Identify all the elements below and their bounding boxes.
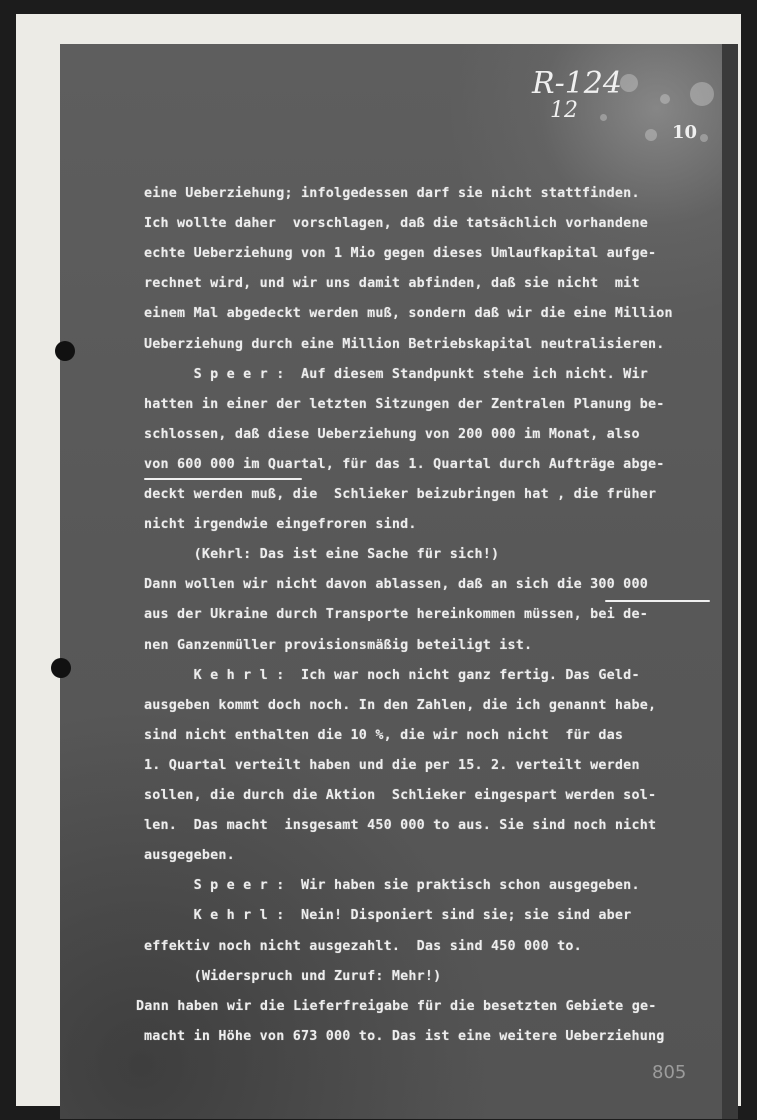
text-line: von 600 000 im Quartal, für das 1. Quartal durch Aufträge abge- (144, 456, 665, 472)
text-line: rechnet wird, und wir uns damit abfinden, daß sie nicht mit (144, 276, 640, 292)
page-number: 10 (672, 122, 698, 143)
document-page (16, 14, 741, 1106)
text-line: ausgeben kommt doch noch. In den Zahlen, die ich genannt habe, (144, 697, 657, 713)
page-edge-shadow (722, 44, 738, 1119)
damage-spot (660, 94, 670, 104)
handwritten-underline (605, 600, 710, 602)
damage-spot (620, 74, 638, 92)
text-line: len. Das macht insgesamt 450 000 to aus. Sie sind noch nicht (144, 818, 657, 834)
text-line: 1. Quartal verteilt haben und die per 15. 2. verteilt werden (144, 757, 640, 773)
text-line: Dann haben wir die Lieferfreigabe für die besetzten Gebiete ge- (136, 998, 657, 1014)
text-line: schlossen, daß diese Ueberziehung von 200 000 im Monat, also (144, 426, 640, 442)
text-line: hatten in einer der letzten Sitzungen der Zentralen Planung be- (144, 396, 665, 412)
text-line: S p e e r : Auf diesem Standpunkt stehe ich nicht. Wir (144, 366, 648, 382)
text-line: Ich wollte daher vorschlagen, daß die tatsächlich vorhandene (144, 216, 648, 232)
punch-hole (55, 341, 75, 361)
text-line: K e h r l : Ich war noch nicht ganz fertig. Das Geld- (144, 667, 640, 683)
archive-stamp-number: 805 (652, 1062, 687, 1083)
text-line: macht in Höhe von 673 000 to. Das ist eine weitere Ueberziehung (144, 1028, 665, 1044)
text-line: S p e e r : Wir haben sie praktisch schon ausgegeben. (144, 878, 640, 894)
text-line: sind nicht enthalten die 10 %, die wir noch nicht für das (144, 727, 624, 743)
text-line: ausgegeben. (144, 848, 235, 864)
damage-spot (700, 134, 708, 142)
text-line: Dann wollen wir nicht davon ablassen, daß an sich die 300 000 (144, 577, 648, 593)
text-line: Ueberziehung durch eine Million Betriebskapital neutralisieren. (144, 336, 665, 352)
text-line: (Kehrl: Das ist eine Sache für sich!) (144, 547, 500, 563)
damage-spot (690, 82, 714, 106)
text-line: eine Ueberziehung; infolgedessen darf sie nicht stattfinden. (144, 186, 640, 201)
text-line: deckt werden muß, die Schlieker beizubringen hat , die früher (144, 487, 657, 502)
text-line: effektiv noch nicht ausgezahlt. Das sind 450 000 to. (144, 938, 582, 954)
text-line: nicht irgendwie eingefroren sind. (144, 517, 417, 533)
photostat-image (60, 44, 738, 1119)
text-line: nen Ganzenmüller provisionsmäßig beteiligt ist. (144, 637, 533, 653)
text-line: einem Mal abgedeckt werden muß, sondern daß wir die eine Million (144, 306, 673, 322)
text-line: (Widerspruch und Zuruf: Mehr!) (144, 968, 442, 984)
archive-ref-line2: 12 (550, 98, 578, 123)
archive-ref-line1: R-124 (532, 66, 622, 101)
damage-spot (600, 114, 607, 121)
damage-spot (645, 129, 657, 141)
text-line: aus der Ukraine durch Transporte hereinkommen müssen, bei de- (144, 607, 648, 623)
text-line: K e h r l : Nein! Disponiert sind sie; sie sind aber (144, 908, 632, 924)
text-line: sollen, die durch die Aktion Schlieker eingespart werden sol- (144, 788, 657, 803)
punch-hole (51, 658, 71, 678)
text-line: echte Ueberziehung von 1 Mio gegen dieses Umlaufkapital aufge- (144, 246, 657, 262)
handwritten-underline (144, 478, 302, 480)
